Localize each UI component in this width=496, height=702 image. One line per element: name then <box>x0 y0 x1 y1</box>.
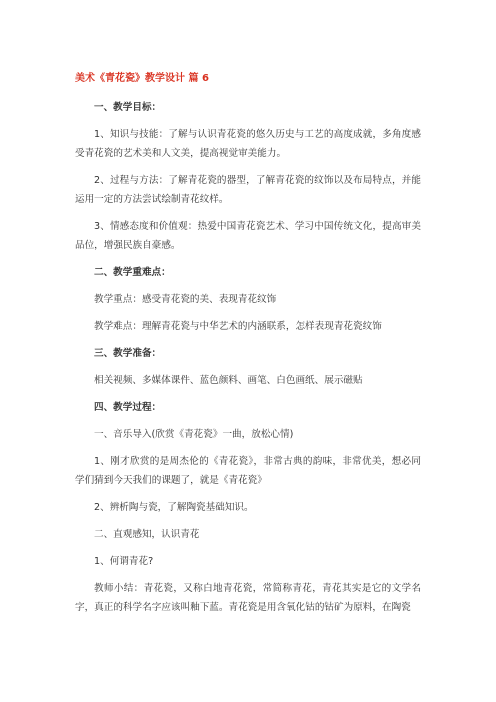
section-heading-preparation: 三、教学准备： <box>94 348 162 359</box>
paragraph-preparation: 相关视频、多媒体课件、蓝色颜料、画笔、白色画纸、展示磁贴 <box>94 375 363 386</box>
section-heading-objectives: 一、教学目标： <box>94 102 162 113</box>
paragraph-intro-step-1: 1、刚才欣赏的是周杰伦的《青花瓷》，非常古典的韵味，非常优美，想必同学们猜到今天我们的课题了，就是《青花瓷》 <box>75 456 421 486</box>
section-heading-key-points: 二、教学重难点： <box>94 267 171 278</box>
paragraph-music-intro: 一、音乐导入(欣赏《青花瓷》一曲，放松心情) <box>94 429 294 440</box>
paragraph-question: 1、何谓青花? <box>94 556 154 567</box>
paragraph-objective-3: 3、情感态度和价值观：热爱中国青花瓷艺术、学习中国传统文化，提高审美品位，增强民族自豪感。 <box>75 221 421 251</box>
paragraph-difficulty: 教学难点：理解青花瓷与中华艺术的内涵联系，怎样表现青花瓷纹饰 <box>94 321 382 332</box>
paragraph-objective-2: 2、过程与方法：了解青花瓷的器型，了解青花瓷的纹饰以及布局特点，并能运用一定的方法尝试绘制青花纹样。 <box>75 175 421 205</box>
paragraph-key-point: 教学重点：感受青花瓷的美、表现青花纹饰 <box>94 294 277 305</box>
paragraph-perception: 二、直观感知，认识青花 <box>94 529 200 540</box>
paragraph-objective-1: 1、知识与技能：了解与认识青花瓷的悠久历史与工艺的高度成就，多角度感受青花瓷的艺术美和人文美，提高视觉审美能力。 <box>75 129 421 159</box>
section-heading-process: 四、教学过程： <box>94 402 162 413</box>
document-title: 美术《青花瓷》教学设计 篇 6 <box>75 73 209 84</box>
paragraph-teacher-summary: 教师小结：青花瓷，又称白地青花瓷，常简称青花，青花其实是它的文学名字，真正的科学名字应该叫釉下蓝。青花瓷是用含氧化钴的钴矿为原料，在陶瓷 <box>75 583 421 613</box>
document-content <box>75 72 421 625</box>
paragraph-intro-step-2: 2、辨析陶与瓷，了解陶瓷基础知识。 <box>94 502 254 513</box>
